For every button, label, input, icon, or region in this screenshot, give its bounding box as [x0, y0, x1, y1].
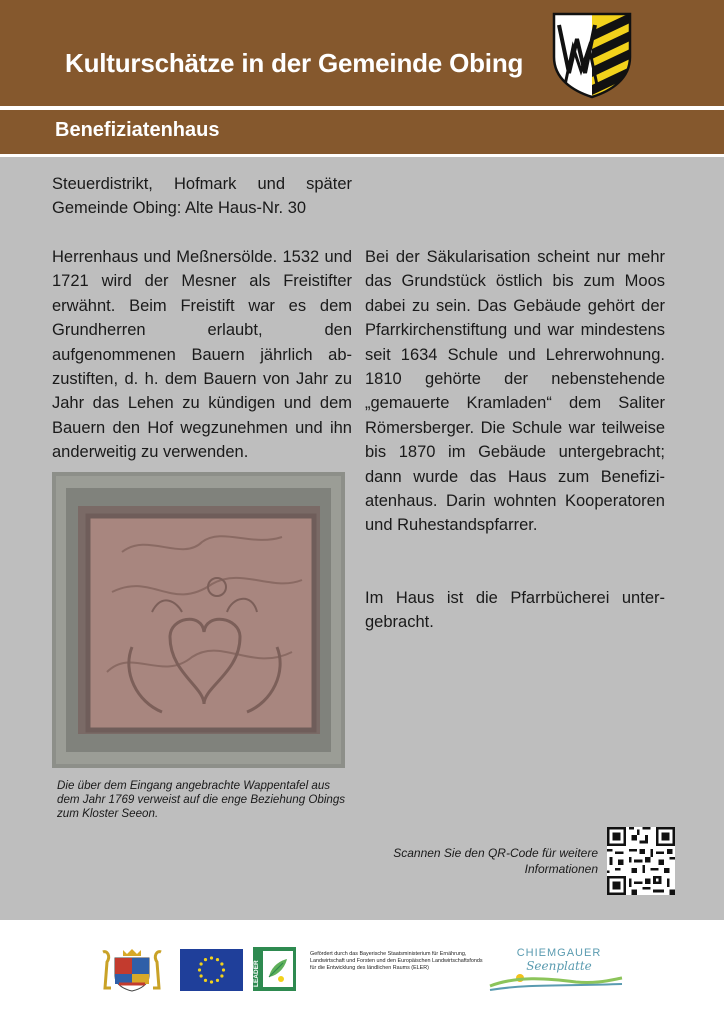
qr-code-icon[interactable] — [607, 827, 675, 895]
chiemgauer-brand: CHIEMGAUER — [516, 947, 602, 959]
subtitle: Benefiziatenhaus — [55, 119, 220, 141]
leader-logo-icon — [253, 947, 296, 991]
right-column-text: Bei der Säkularisation scheint nur mehr das Grundstück östlich bis zum Moos dabei zu sein. Das Gebäude gehört der Pfarrkirchenstiftung und war mindestens seit 1634 Schule und Lehrerwohnung. 1810 gehörte der nebenstehende „gemauerte Kramladen“ dem Saliter Römersberger. Die Schule war teilweise bis 1870 im Gebäude untergebracht; dann wurde das Haus zum Benefiziatenhaus. Darin wohnten Kooperatoren und Ruhestandspfarrer. — [365, 248, 665, 535]
left-column-text: Herrenhaus und Meßnersölde. 1532 und 1721 wird der Mesner als Freistifter erwähnt. Beim Freistift war es dem Grundherren erlaubt, den aufgenommenen Bauern jährlich abzustiften, d. h. dem Bauern von Jahr zu Jahr das Lehen zu kündigen und dem Bauern den Hof wegzunehmen und ihn anderweitig zu verwenden. — [52, 248, 352, 462]
photo-caption: Die über dem Eingang angebrachte Wappentafel aus dem Jahr 1769 verweist auf die enge Beziehung Obings zum Kloster Seeon. — [57, 779, 346, 820]
eu-flag-icon — [180, 949, 243, 991]
leader-label: LEADER — [253, 960, 260, 987]
page-title: Kulturschätze in der Gemeinde Obing — [65, 48, 524, 78]
obing-coat-of-arms-icon — [551, 11, 633, 99]
bavaria-state-arms-icon — [97, 948, 167, 992]
chiemgauer-seenplatte-logo-icon — [486, 968, 626, 992]
qr-instruction: Scannen Sie den QR-Code für weitere Informationen — [393, 846, 598, 876]
chiemgauer-subtitle: Seenplatte — [526, 959, 592, 973]
intro-text: Steuerdistrikt, Hofmark und später Gemeinde Obing: Alte Haus-Nr. 30 — [52, 175, 352, 218]
coat-of-arms-tablet-photo — [52, 472, 345, 768]
right-column-text-2: Im Haus ist die Pfarrbücherei untergebracht. — [365, 589, 665, 632]
funding-text: Gefördert durch das Bayerische Staatsministerium für Ernährung, Landwirtschaft und Forsten und den Europäischen Landwirtschaftsfonds für die Entwicklung des ländlichen Raums (ELER) — [310, 951, 483, 971]
